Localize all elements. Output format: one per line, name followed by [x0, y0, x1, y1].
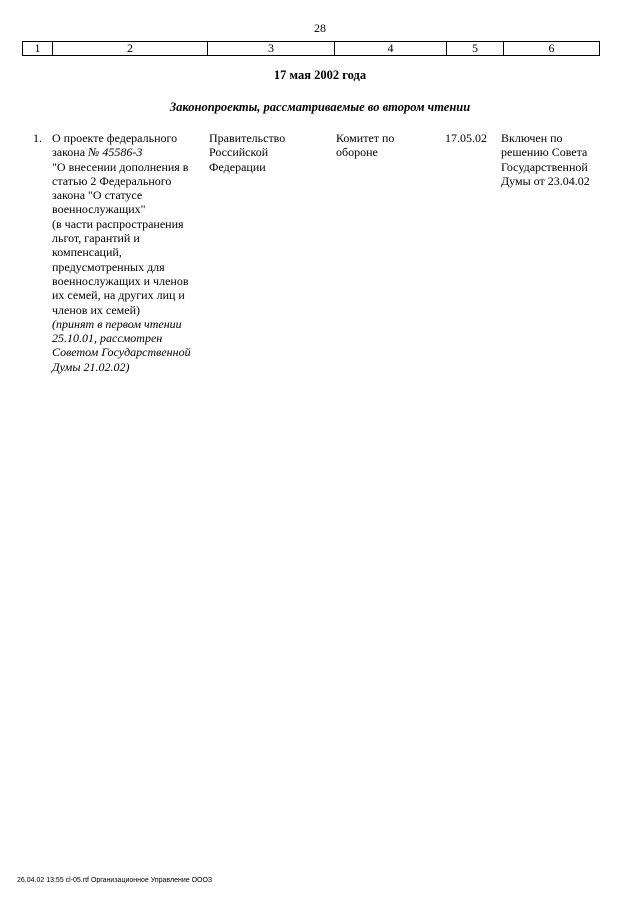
column-header-row — [23, 42, 600, 56]
bill-title-cell — [52, 131, 202, 374]
section-heading: Законопроекты, рассматриваемые во втором чтении — [169, 100, 471, 114]
footer-file-info: 26.04.02 13:55 cl-05.rtf Организационное Управление ОООЗ — [17, 877, 213, 884]
bill-title-note: (в части распространения льгот, гарантий и компенсаций, предусмотренных для военнослужащих и членов их семей, на других лиц и членов их семей) — [52, 216, 189, 317]
bill-title-prefix: О проекте федерального закона — [52, 131, 178, 160]
committee-cell: Комитет по обороне — [336, 131, 395, 160]
column-header-3: 3 — [208, 42, 335, 56]
bill-status: (принят в первом чтении 25.10.01, рассмотрен Советом Государственной Думы 21.02.02) — [52, 316, 191, 374]
bill-law-number: № 45586-3 — [88, 145, 143, 160]
date-heading: 17 мая 2002 года — [273, 68, 367, 82]
row-number: 1. — [33, 131, 42, 145]
column-header-1: 1 — [23, 42, 53, 56]
column-header-6: 6 — [504, 42, 600, 56]
bill-title-body: "О внесении дополнения в статью 2 Федерального закона "О статусе военнослужащих" — [52, 159, 189, 217]
column-header-2: 2 — [53, 42, 208, 56]
note-cell: Включен по решению Совета Государственной Думы от 23.04.02 — [501, 131, 590, 188]
column-header-4: 4 — [335, 42, 447, 56]
page-number: 28 — [314, 21, 326, 35]
column-header-5: 5 — [447, 42, 504, 56]
initiator-cell: Правительство Российской Федерации — [209, 131, 286, 174]
column-header-table — [22, 41, 600, 56]
date-cell: 17.05.02 — [445, 131, 487, 145]
